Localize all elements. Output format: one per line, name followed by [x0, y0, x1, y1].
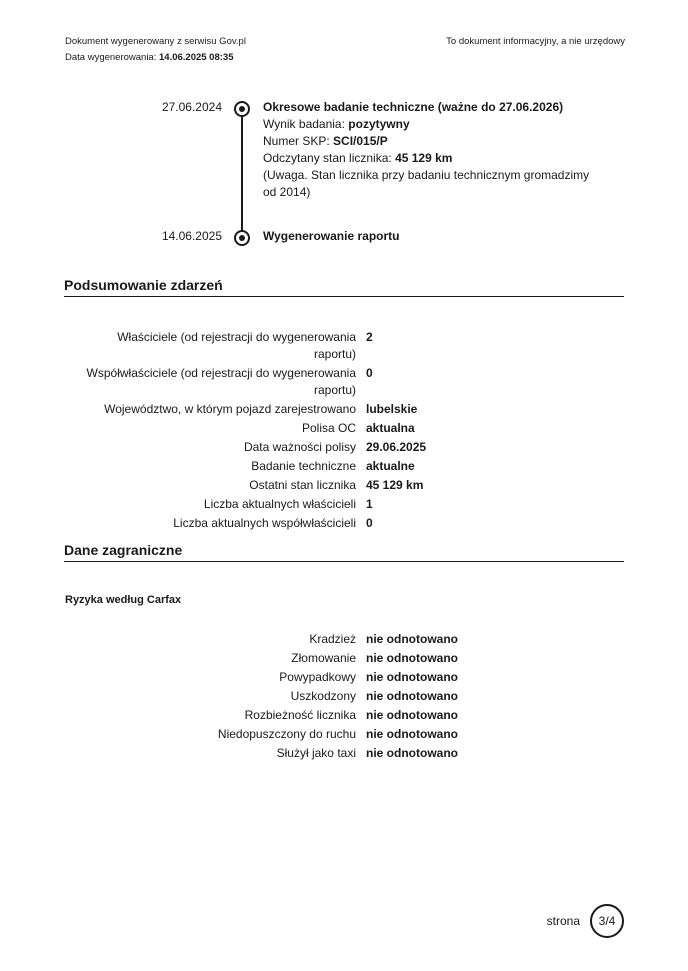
section-divider: [64, 561, 624, 562]
row-value: 29.06.2025: [366, 440, 427, 454]
row-label: Współwłaściciele (od rejestracji do wygenerowania raportu): [86, 366, 356, 397]
events-timeline: [0, 97, 688, 247]
row-value: nie odnotowano: [366, 727, 458, 741]
row-label: Uszkodzony: [290, 689, 356, 703]
summary-row: [0, 515, 688, 532]
row-label: Ostatni stan licznika: [249, 478, 356, 492]
page-label: strona: [546, 914, 580, 928]
row-label: Służył jako taxi: [276, 746, 356, 760]
summary-row: [0, 365, 688, 399]
event-date: 27.06.2024: [161, 100, 222, 114]
event-details: [263, 99, 603, 201]
row-label: Właściciele (od rejestracji do wygenerowania raportu): [117, 330, 356, 361]
row-label: Niedopuszczony do ruchu: [217, 727, 356, 741]
summary-row: [0, 329, 688, 363]
event-detail-line: [263, 150, 603, 167]
row-label: Powypadkowy: [279, 670, 356, 684]
document-header-left: [65, 34, 246, 66]
detail-value: SCI/015/P: [333, 134, 388, 148]
event-detail-line: [263, 133, 603, 150]
risk-row: [0, 688, 688, 705]
detail-label: Odczytany stan licznika:: [263, 151, 392, 165]
row-value: 2: [366, 330, 373, 344]
generation-date: [65, 50, 246, 66]
row-label: Złomowanie: [291, 651, 356, 665]
section-divider: [64, 296, 624, 297]
row-value: nie odnotowano: [366, 689, 458, 703]
row-label: Województwo, w którym pojazd zarejestrowano: [104, 402, 356, 416]
foreign-section-title: Dane zagraniczne: [64, 542, 183, 558]
row-label: Polisa OC: [301, 421, 356, 435]
event-note: (Uwaga. Stan licznika przy badaniu technicznym gromadzimy od 2014): [263, 168, 590, 199]
summary-row: [0, 420, 688, 437]
risk-row: [0, 707, 688, 724]
summary-row: [0, 439, 688, 456]
row-label: Rozbieżność licznika: [244, 708, 356, 722]
document-disclaimer: To dokument informacyjny, a nie urzędowy: [446, 36, 625, 47]
event-title: Okresowe badanie techniczne (ważne do 27.06.2026): [263, 100, 564, 114]
summary-row: [0, 496, 688, 513]
row-value: aktualna: [366, 421, 415, 435]
summary-row: [0, 401, 688, 418]
detail-value: pozytywny: [348, 117, 410, 131]
timeline-dot-icon: [234, 230, 250, 246]
generation-date-value: 14.06.2025 08:35: [159, 52, 234, 63]
carfax-risk-table: [0, 631, 688, 764]
generation-date-label: Data wygenerowania:: [65, 52, 157, 63]
row-value: nie odnotowano: [366, 746, 458, 760]
page-number: 3/4: [590, 904, 624, 938]
row-value: lubelskie: [366, 402, 418, 416]
event-detail-line: [263, 116, 603, 133]
detail-value: 45 129 km: [395, 151, 453, 165]
timeline-dot-icon: [234, 101, 250, 117]
risk-row: [0, 650, 688, 667]
event-details: [263, 228, 603, 245]
row-value: nie odnotowano: [366, 651, 458, 665]
row-value: 0: [366, 516, 373, 530]
event-title: Wygenerowanie raportu: [263, 229, 400, 243]
detail-label: Numer SKP:: [263, 134, 330, 148]
row-value: 0: [366, 366, 373, 380]
row-value: nie odnotowano: [366, 670, 458, 684]
risk-row: [0, 631, 688, 648]
row-value: nie odnotowano: [366, 632, 458, 646]
timeline-line: [241, 108, 243, 235]
source-text: Dokument wygenerowany z serwisu Gov.pl: [65, 36, 246, 47]
row-value: aktualne: [366, 459, 415, 473]
event-date: 14.06.2025: [161, 229, 222, 243]
row-value: 1: [366, 497, 373, 511]
row-value: nie odnotowano: [366, 708, 458, 722]
row-label: Data ważności polisy: [243, 440, 356, 454]
row-label: Badanie techniczne: [251, 459, 356, 473]
summary-row: [0, 458, 688, 475]
detail-label: Wynik badania:: [263, 117, 345, 131]
risk-row: [0, 669, 688, 686]
row-label: Liczba aktualnych współwłaścicieli: [173, 516, 356, 530]
page-footer: [547, 904, 624, 938]
risk-row: [0, 745, 688, 762]
row-label: Kradzież: [309, 632, 356, 646]
row-label: Liczba aktualnych właścicieli: [203, 497, 356, 511]
carfax-subtitle: Ryzyka według Carfax: [65, 594, 182, 606]
risk-row: [0, 726, 688, 743]
summary-section-title: Podsumowanie zdarzeń: [64, 277, 223, 293]
summary-row: [0, 477, 688, 494]
row-value: 45 129 km: [366, 478, 424, 492]
summary-table: [0, 329, 688, 534]
